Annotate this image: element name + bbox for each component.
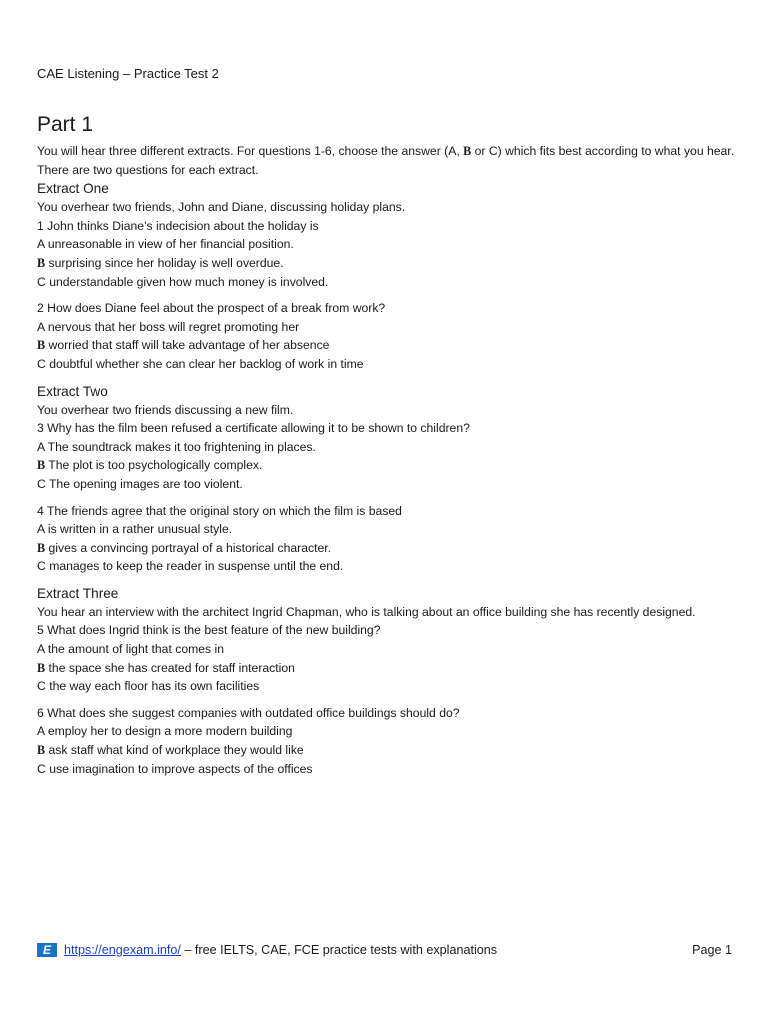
option-letter: A — [37, 319, 45, 334]
question-block — [37, 419, 737, 493]
option-text: the space she has created for staff interaction — [45, 660, 295, 675]
page-number: Page 1 — [692, 943, 732, 957]
option-text: unreasonable in view of her financial position. — [44, 237, 294, 252]
option-text: the way each floor has its own facilities — [45, 679, 260, 694]
option-letter: A — [37, 642, 45, 657]
option-text: the amount of light that comes in — [44, 642, 224, 657]
part-title: Part 1 — [37, 113, 94, 136]
instructions-letter-b: B — [463, 144, 472, 158]
answer-option — [37, 336, 737, 355]
option-text: surprising since her holiday is well overdue. — [45, 255, 284, 270]
extract-description: You overhear two friends discussing a new film. — [37, 402, 294, 417]
extract-description: You hear an interview with the architect Ingrid Chapman, who is talking about an office building she has recently designed. — [37, 604, 696, 619]
question-stem: 2 How does Diane feel about the prospect of a break from work? — [37, 301, 386, 316]
question-block — [37, 621, 737, 695]
option-letter: B — [37, 743, 46, 758]
option-text: The plot is too psychologically complex. — [45, 458, 263, 473]
answer-option — [37, 722, 737, 741]
question-block — [37, 217, 737, 291]
extract-heading: Extract One — [37, 181, 109, 197]
option-text: manages to keep the reader in suspense until the end. — [45, 559, 344, 574]
option-text: ask staff what kind of workplace they would like — [45, 743, 304, 758]
option-letter: C — [37, 761, 46, 776]
extract-heading: Extract Three — [37, 585, 119, 601]
answer-option — [37, 659, 737, 678]
extracts-container — [37, 179, 737, 778]
answer-option — [37, 438, 737, 457]
option-text: use imagination to improve aspects of the offices — [45, 761, 313, 776]
question-block — [37, 704, 737, 778]
answer-option — [37, 640, 737, 659]
option-text: doubtful whether she can clear her backlog of work in time — [45, 356, 364, 371]
option-letter: C — [37, 356, 46, 371]
answer-option — [37, 557, 737, 576]
page-header: CAE Listening – Practice Test 2 — [37, 66, 219, 81]
instructions-text-start: You will hear three different extracts. For questions 1-6, choose the answer (A, — [37, 144, 464, 158]
option-letter: B — [37, 255, 46, 270]
option-letter: C — [37, 559, 46, 574]
option-letter: B — [37, 660, 46, 675]
footer-text — [64, 941, 497, 959]
answer-option — [37, 539, 737, 558]
option-letter: A — [37, 439, 45, 454]
option-text: The opening images are too violent. — [45, 476, 243, 491]
option-letter: A — [37, 724, 45, 739]
question-stem: 3 Why has the film been refused a certificate allowing it to be shown to children? — [37, 421, 470, 436]
extract-heading: Extract Two — [37, 383, 108, 399]
engexam-link[interactable]: https://engexam.info/ — [64, 943, 181, 957]
option-letter: C — [37, 679, 46, 694]
instructions — [37, 142, 737, 179]
question-stem: 4 The friends agree that the original story on which the film is based — [37, 503, 402, 518]
answer-option — [37, 235, 737, 254]
question-stem: 5 What does Ingrid think is the best feature of the new building? — [37, 623, 381, 638]
footer-tagline: – free IELTS, CAE, FCE practice tests with explanations — [180, 943, 498, 957]
answer-option — [37, 318, 737, 337]
option-text: nervous that her boss will regret promoting her — [44, 319, 300, 334]
option-letter: C — [37, 274, 46, 289]
answer-option — [37, 254, 737, 273]
option-text: gives a convincing portrayal of a historical character. — [45, 540, 332, 555]
answer-option — [37, 355, 737, 374]
engexam-logo-icon: E — [37, 943, 57, 957]
extract-section — [37, 179, 737, 373]
option-text: The soundtrack makes it too frightening in places. — [44, 439, 316, 454]
question-stem: 1 John thinks Diane’s indecision about the holiday is — [37, 218, 319, 233]
answer-option — [37, 677, 737, 696]
answer-option — [37, 456, 737, 475]
answer-option — [37, 475, 737, 494]
answer-option — [37, 741, 737, 760]
answer-option — [37, 273, 737, 292]
option-letter: A — [37, 522, 45, 537]
answer-option — [37, 520, 737, 539]
answer-option — [37, 760, 737, 779]
option-text: understandable given how much money is involved. — [45, 274, 329, 289]
option-text: worried that staff will take advantage of her absence — [45, 338, 330, 353]
option-letter: B — [37, 338, 46, 353]
question-block — [37, 299, 737, 373]
option-letter: C — [37, 476, 46, 491]
instructions-text-end: or C) which fits best according to what you hear. There are two questions for each extract. — [37, 144, 735, 177]
extract-section — [37, 382, 737, 576]
footer — [37, 941, 732, 959]
extract-description: You overhear two friends, John and Diane, discussing holiday plans. — [37, 200, 406, 215]
option-text: employ her to design a more modern building — [44, 724, 293, 739]
question-block — [37, 502, 737, 576]
option-letter: B — [37, 540, 46, 555]
option-letter: A — [37, 237, 45, 252]
option-text: is written in a rather unusual style. — [44, 522, 233, 537]
question-stem: 6 What does she suggest companies with outdated office buildings should do? — [37, 705, 460, 720]
extract-section — [37, 584, 737, 778]
option-letter: B — [37, 458, 46, 473]
test-content — [37, 142, 737, 778]
